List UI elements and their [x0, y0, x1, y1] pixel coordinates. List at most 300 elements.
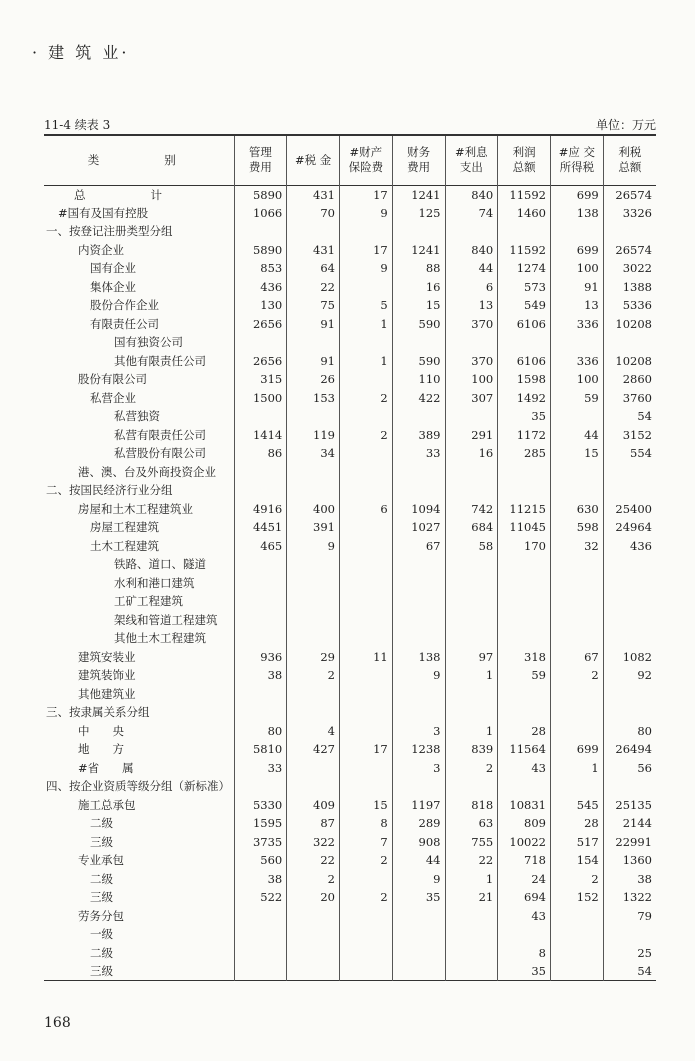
table-cell: 70 — [287, 204, 340, 223]
table-cell: 4 — [287, 722, 340, 741]
table-row — [44, 463, 656, 482]
table-cell — [392, 925, 445, 944]
table-cell — [287, 592, 340, 611]
table-cell — [287, 222, 340, 241]
table-cell — [340, 907, 393, 926]
table-cell: 3022 — [603, 259, 656, 278]
table-cell: 43 — [498, 759, 551, 778]
column-header — [234, 135, 287, 185]
table-cell — [287, 555, 340, 574]
table-cell: 5810 — [234, 740, 287, 759]
table-cell — [234, 703, 287, 722]
table-cell: 422 — [392, 389, 445, 408]
table-cell: 4916 — [234, 500, 287, 519]
table-cell: 1414 — [234, 426, 287, 445]
table-cell: 64 — [287, 259, 340, 278]
table-cell — [498, 629, 551, 648]
table-row — [44, 500, 656, 519]
table-cell: 87 — [287, 814, 340, 833]
table-cell — [234, 407, 287, 426]
table-row — [44, 296, 656, 315]
column-header — [603, 135, 656, 185]
table-cell — [392, 944, 445, 963]
table-cell: 427 — [287, 740, 340, 759]
table-cell: 24 — [498, 870, 551, 889]
table-cell — [392, 222, 445, 241]
table-cell — [603, 611, 656, 630]
table-cell: 2 — [340, 888, 393, 907]
table-cell: 6106 — [498, 352, 551, 371]
table-cell: 573 — [498, 278, 551, 297]
table-cell — [340, 777, 393, 796]
table-cell — [498, 703, 551, 722]
table-cell — [603, 685, 656, 704]
table-cell: 699 — [551, 185, 604, 204]
row-label: 建筑装饰业 — [78, 668, 136, 683]
table-cell: 2 — [551, 870, 604, 889]
table-cell — [392, 463, 445, 482]
table-cell — [287, 685, 340, 704]
table-cell: 26 — [287, 370, 340, 389]
table-cell: 840 — [445, 241, 498, 260]
row-label: 土木工程建筑 — [90, 538, 159, 553]
table-cell — [340, 407, 393, 426]
page-number: 168 — [44, 1015, 71, 1031]
table-cell — [445, 222, 498, 241]
table-row — [44, 703, 656, 722]
table-row — [44, 481, 656, 500]
table-cell — [498, 574, 551, 593]
table-cell: 3 — [392, 759, 445, 778]
table-cell: 1 — [445, 870, 498, 889]
table-cell: 154 — [551, 851, 604, 870]
table-cell — [287, 629, 340, 648]
table-row — [44, 241, 656, 260]
row-label: 三、按隶属关系分组 — [46, 705, 150, 720]
table-cell: 11564 — [498, 740, 551, 759]
table-cell — [603, 481, 656, 500]
table-cell: 20 — [287, 888, 340, 907]
table-cell: 2 — [551, 666, 604, 685]
table-cell: 22 — [445, 851, 498, 870]
table-row — [44, 185, 656, 204]
row-label: 私营独资 — [114, 409, 160, 424]
table-cell: 16 — [392, 278, 445, 297]
table-cell — [551, 333, 604, 352]
table-cell — [234, 925, 287, 944]
table-cell — [498, 463, 551, 482]
table-cell — [234, 629, 287, 648]
table-cell — [551, 463, 604, 482]
table-cell — [287, 703, 340, 722]
table-cell — [445, 629, 498, 648]
table-row — [44, 278, 656, 297]
table-row — [44, 518, 656, 537]
table-cell — [551, 574, 604, 593]
table-cell: 1598 — [498, 370, 551, 389]
table-row — [44, 611, 656, 630]
table-cell: 26574 — [603, 185, 656, 204]
table-cell: 35 — [498, 407, 551, 426]
table-cell: 840 — [445, 185, 498, 204]
column-header — [287, 135, 340, 185]
table-cell — [551, 222, 604, 241]
table-row — [44, 833, 656, 852]
table-cell: 2860 — [603, 370, 656, 389]
table-cell: 2 — [445, 759, 498, 778]
table-cell: 1066 — [234, 204, 287, 223]
table-row — [44, 796, 656, 815]
table-cell: 2656 — [234, 352, 287, 371]
table-row — [44, 259, 656, 278]
table-cell: 38 — [603, 870, 656, 889]
table-row — [44, 666, 656, 685]
table-cell: 718 — [498, 851, 551, 870]
row-label: 专业承包 — [78, 853, 124, 868]
table-cell — [603, 925, 656, 944]
table-row — [44, 944, 656, 963]
table-cell: 11 — [340, 648, 393, 667]
table-cell: 35 — [498, 962, 551, 981]
column-header — [340, 135, 393, 185]
table-cell: 15 — [392, 296, 445, 315]
table-cell: 9 — [340, 259, 393, 278]
table-cell: 1460 — [498, 204, 551, 223]
column-header-line2: 总额 — [512, 160, 536, 175]
row-label: #国有及国有控股 — [58, 205, 149, 220]
table-cell — [392, 685, 445, 704]
row-label: 内资企业 — [78, 242, 124, 257]
row-label: 有限责任公司 — [90, 316, 159, 331]
table-row — [44, 759, 656, 778]
table-cell — [551, 722, 604, 741]
table-cell — [340, 759, 393, 778]
table-cell — [287, 463, 340, 482]
row-label: 中 央 — [78, 723, 124, 738]
table-cell — [551, 925, 604, 944]
table-cell — [603, 555, 656, 574]
row-label: 劳务分包 — [78, 908, 124, 923]
table-row — [44, 315, 656, 334]
table-cell: 436 — [234, 278, 287, 297]
column-header-line1: #利息 — [455, 145, 488, 160]
table-cell: 908 — [392, 833, 445, 852]
table-cell — [445, 944, 498, 963]
table-cell: 1082 — [603, 648, 656, 667]
column-header — [498, 135, 551, 185]
table-cell: 92 — [603, 666, 656, 685]
table-row — [44, 555, 656, 574]
table-cell: 431 — [287, 241, 340, 260]
table-cell: 1 — [340, 352, 393, 371]
table-cell: 1 — [445, 666, 498, 685]
table-cell: 2 — [340, 851, 393, 870]
table-cell: 755 — [445, 833, 498, 852]
row-label: 三级 — [90, 890, 113, 905]
unit-label: 单位：万元 — [595, 118, 656, 132]
table-cell: 74 — [445, 204, 498, 223]
table-cell: 549 — [498, 296, 551, 315]
table-cell — [445, 407, 498, 426]
table-cell — [551, 944, 604, 963]
table-cell: 436 — [603, 537, 656, 556]
table-cell: 9 — [340, 204, 393, 223]
table-cell: 3326 — [603, 204, 656, 223]
table-cell: 389 — [392, 426, 445, 445]
table-cell: 598 — [551, 518, 604, 537]
table-cell: 2 — [340, 389, 393, 408]
table-cell: 318 — [498, 648, 551, 667]
table-row — [44, 925, 656, 944]
table-row — [44, 870, 656, 889]
table-cell — [498, 925, 551, 944]
row-label: 私营有限责任公司 — [114, 427, 206, 442]
table-cell: 100 — [551, 259, 604, 278]
table-row — [44, 962, 656, 981]
table-cell — [392, 907, 445, 926]
table-cell — [287, 574, 340, 593]
row-label: 其他有限责任公司 — [114, 353, 206, 368]
table-cell: 391 — [287, 518, 340, 537]
table-cell: 694 — [498, 888, 551, 907]
column-header-line1: #应 交 — [558, 145, 596, 160]
table-cell: 699 — [551, 241, 604, 260]
table-cell — [392, 574, 445, 593]
table-cell — [234, 481, 287, 500]
column-header-line1: #财产 — [349, 145, 383, 160]
row-label: 集体企业 — [90, 279, 136, 294]
table-row — [44, 777, 656, 796]
table-cell: 13 — [551, 296, 604, 315]
table-cell: 17 — [340, 185, 393, 204]
table-cell: 291 — [445, 426, 498, 445]
table-cell: 43 — [498, 907, 551, 926]
table-cell — [392, 777, 445, 796]
table-cell: 33 — [234, 759, 287, 778]
table-cell: 590 — [392, 352, 445, 371]
table-body — [44, 185, 656, 981]
row-label: 股份合作企业 — [90, 298, 159, 313]
table-cell: 7 — [340, 833, 393, 852]
table-cell: 58 — [445, 537, 498, 556]
table-row — [44, 851, 656, 870]
table-cell: 6 — [340, 500, 393, 519]
table-cell — [551, 703, 604, 722]
table-cell: 370 — [445, 315, 498, 334]
row-label: 一、按登记注册类型分组 — [46, 224, 173, 239]
column-header-line1: 类 别 — [87, 152, 190, 167]
table-cell: 16 — [445, 444, 498, 463]
table-cell: 742 — [445, 500, 498, 519]
table-cell: 630 — [551, 500, 604, 519]
table-cell: 1094 — [392, 500, 445, 519]
table-cell: 315 — [234, 370, 287, 389]
table-cell — [392, 962, 445, 981]
table-cell — [445, 962, 498, 981]
table-cell — [551, 592, 604, 611]
table-cell: 818 — [445, 796, 498, 815]
row-label: 铁路、道口、隧道 — [114, 557, 206, 572]
table-cell: 853 — [234, 259, 287, 278]
table-cell: 54 — [603, 407, 656, 426]
table-cell: 590 — [392, 315, 445, 334]
row-label: 二级 — [90, 816, 113, 831]
table-cell — [392, 703, 445, 722]
table-cell — [392, 555, 445, 574]
table-cell — [445, 907, 498, 926]
table-cell — [445, 925, 498, 944]
table-cell — [287, 759, 340, 778]
row-label: 国有企业 — [90, 261, 136, 276]
table-cell — [340, 444, 393, 463]
table-cell — [392, 592, 445, 611]
column-header — [392, 135, 445, 185]
table-cell — [498, 592, 551, 611]
table-cell: 138 — [392, 648, 445, 667]
table-cell: 67 — [551, 648, 604, 667]
table-cell — [551, 685, 604, 704]
table-cell: 170 — [498, 537, 551, 556]
table-cell: 22 — [287, 851, 340, 870]
table-row — [44, 370, 656, 389]
row-label: 总 计 — [74, 187, 176, 202]
table-cell: 80 — [234, 722, 287, 741]
table-cell: 3760 — [603, 389, 656, 408]
table-cell — [551, 777, 604, 796]
table-cell — [234, 962, 287, 981]
table-row — [44, 537, 656, 556]
row-label: 四、按企业资质等级分组（新标准） — [46, 779, 230, 794]
table-cell: 1027 — [392, 518, 445, 537]
table-cell — [340, 278, 393, 297]
table-cell — [551, 611, 604, 630]
table-cell: 138 — [551, 204, 604, 223]
table-cell — [603, 592, 656, 611]
row-label: 地 方 — [78, 742, 124, 757]
table-cell: 1492 — [498, 389, 551, 408]
table-cell: 34 — [287, 444, 340, 463]
row-label: #省 属 — [78, 760, 134, 775]
section-header: · 建 筑 业· — [32, 43, 130, 62]
table-cell: 2144 — [603, 814, 656, 833]
table-cell — [498, 685, 551, 704]
table-cell — [340, 611, 393, 630]
table-cell: 370 — [445, 352, 498, 371]
table-cell — [287, 925, 340, 944]
table-cell: 1238 — [392, 740, 445, 759]
table-cell: 75 — [287, 296, 340, 315]
column-header-line2: 总额 — [618, 160, 642, 175]
table-cell: 21 — [445, 888, 498, 907]
table-cell — [392, 333, 445, 352]
table-cell: 5890 — [234, 185, 287, 204]
data-table — [44, 134, 656, 981]
table-cell — [603, 629, 656, 648]
table-cell: 15 — [551, 444, 604, 463]
table-cell: 11215 — [498, 500, 551, 519]
row-label: 二级 — [90, 945, 113, 960]
table-cell: 153 — [287, 389, 340, 408]
table-cell: 809 — [498, 814, 551, 833]
column-header — [44, 135, 234, 185]
table-cell: 545 — [551, 796, 604, 815]
table-row — [44, 352, 656, 371]
table-row — [44, 814, 656, 833]
table-cell — [498, 222, 551, 241]
table-cell: 26574 — [603, 241, 656, 260]
table-cell: 3735 — [234, 833, 287, 852]
table-cell: 2 — [287, 870, 340, 889]
table-cell: 3 — [392, 722, 445, 741]
table-cell: 1172 — [498, 426, 551, 445]
table-cell: 307 — [445, 389, 498, 408]
column-header-line2: 费用 — [248, 160, 272, 175]
table-cell: 8 — [498, 944, 551, 963]
table-row — [44, 629, 656, 648]
table-cell — [287, 907, 340, 926]
row-label: 房屋工程建筑 — [90, 520, 159, 535]
table-cell — [392, 481, 445, 500]
table-cell — [498, 611, 551, 630]
table-cell: 97 — [445, 648, 498, 667]
table-cell: 33 — [392, 444, 445, 463]
table-cell — [340, 925, 393, 944]
table-cell: 5330 — [234, 796, 287, 815]
table-cell — [234, 611, 287, 630]
table-cell — [234, 463, 287, 482]
table-cell: 15 — [340, 796, 393, 815]
table-cell: 110 — [392, 370, 445, 389]
table-cell — [234, 592, 287, 611]
table-cell — [234, 555, 287, 574]
table-cell — [287, 777, 340, 796]
table-cell — [340, 222, 393, 241]
table-cell: 22991 — [603, 833, 656, 852]
row-label: 架线和管道工程建筑 — [114, 612, 218, 627]
table-cell: 17 — [340, 740, 393, 759]
table-cell — [340, 703, 393, 722]
table-cell: 322 — [287, 833, 340, 852]
table-cell: 25 — [603, 944, 656, 963]
table-row — [44, 722, 656, 741]
table-cell — [234, 222, 287, 241]
table-cell — [340, 870, 393, 889]
table-cell — [603, 222, 656, 241]
table-cell: 91 — [551, 278, 604, 297]
table-cell — [287, 333, 340, 352]
table-cell: 35 — [392, 888, 445, 907]
column-header-line1: #税 金 — [294, 152, 332, 167]
row-label: 二、按国民经济行业分组 — [46, 483, 173, 498]
table-cell — [445, 574, 498, 593]
table-cell: 1 — [445, 722, 498, 741]
table-cell — [287, 407, 340, 426]
table-cell: 431 — [287, 185, 340, 204]
table-cell — [498, 777, 551, 796]
table-cell: 9 — [287, 537, 340, 556]
table-row — [44, 389, 656, 408]
table-cell — [551, 481, 604, 500]
table-cell — [445, 555, 498, 574]
table-cell: 100 — [445, 370, 498, 389]
table-cell: 6106 — [498, 315, 551, 334]
table-row — [44, 426, 656, 445]
table-cell: 6 — [445, 278, 498, 297]
table-cell: 44 — [551, 426, 604, 445]
column-header-line2: 所得税 — [559, 160, 595, 175]
table-cell: 400 — [287, 500, 340, 519]
table-cell — [287, 611, 340, 630]
